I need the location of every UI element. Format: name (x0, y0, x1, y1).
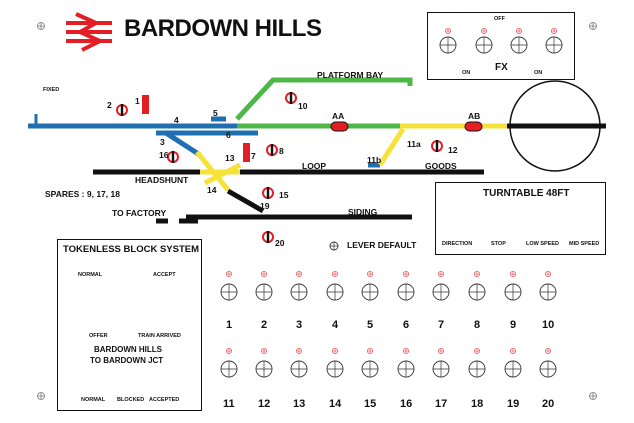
lever-2-number: 2 (107, 100, 112, 110)
lever-grid-number: 9 (510, 319, 517, 331)
lever-grid-switch-6[interactable] (398, 271, 414, 300)
lever-12-number: 12 (448, 145, 458, 155)
lever-grid-number: 12 (258, 398, 271, 410)
lever-grid-number: 6 (403, 319, 410, 331)
page-title: BARDOWN HILLS (124, 15, 322, 42)
lever-10-switch[interactable] (286, 92, 296, 104)
goods-label: GOODS (425, 161, 457, 171)
lever-grid-switch-7[interactable] (433, 271, 449, 300)
track-circuit-aa-label: AA (332, 111, 345, 121)
lever-15-switch[interactable] (263, 187, 273, 199)
lever-grid-switch-1[interactable] (221, 271, 237, 300)
tokenless-bottom-accepted-label: ACCEPTED (149, 397, 180, 403)
fx-off-label: OFF (494, 16, 505, 22)
lever-grid-switch-11[interactable] (221, 348, 237, 377)
track-circuit-ab-label: AB (468, 111, 481, 121)
tokenless-train-arrived-label: TRAIN ARRIVED (138, 333, 181, 339)
fx-switch-2[interactable] (476, 28, 492, 53)
lever-grid-number: 3 (296, 319, 303, 331)
lever-grid-number: 8 (474, 319, 481, 331)
fx-on-left-label: ON (462, 70, 471, 76)
lever-grid-number: 1 (226, 319, 233, 331)
turntable-mid-speed-label: MID SPEED (569, 241, 600, 247)
lever-grid-switch-13[interactable] (291, 348, 307, 377)
lever-grid-number: 7 (438, 319, 445, 331)
lever-grid-number: 2 (261, 319, 268, 331)
lever-16-number: 16 (159, 150, 169, 160)
lever-grid-number: 4 (332, 319, 339, 331)
turntable-stop-label: STOP (491, 241, 506, 247)
tokenless-bottom-normal-label: NORMAL (81, 397, 106, 403)
fx-switch-1[interactable] (440, 28, 456, 53)
tokenless-line-1: BARDOWN HILLS (94, 345, 162, 354)
lever-11a-number: 11a (407, 139, 421, 149)
lever-grid-number: 19 (507, 398, 520, 410)
tokenless-block-panel (57, 239, 202, 411)
tokenless-offer-label: OFFER (89, 333, 108, 339)
lever-grid-number: 14 (329, 398, 342, 410)
lever-7-number: 7 (251, 151, 256, 161)
turntable-direction-label: DIRECTION (442, 241, 473, 247)
to-factory-label: TO FACTORY (112, 208, 167, 218)
lever-15-number: 15 (279, 190, 289, 200)
tokenless-title: TOKENLESS BLOCK SYSTEM (63, 244, 200, 255)
lever-14-number: 14 (207, 185, 217, 195)
turntable-title: TURNTABLE 48FT (483, 188, 570, 199)
lever-grid-switch-18[interactable] (469, 348, 485, 377)
fx-switch-3[interactable] (511, 28, 527, 53)
lever-20-number: 20 (275, 238, 285, 248)
lever-grid-switch-2[interactable] (256, 271, 272, 300)
lever-grid-number: 5 (367, 319, 374, 331)
lever-19-number: 19 (260, 201, 270, 211)
lever-grid-switch-15[interactable] (362, 348, 378, 377)
lever-8-number: 8 (279, 146, 284, 156)
fixed-label: FIXED (43, 87, 60, 93)
lever-default-icon[interactable] (330, 242, 338, 250)
lever-13-number: 13 (225, 153, 235, 163)
lever-grid-switch-14[interactable] (327, 348, 343, 377)
headshunt-label: HEADSHUNT (135, 175, 189, 185)
fx-title: FX (495, 62, 508, 73)
lever-20-switch[interactable] (263, 231, 273, 243)
lever-grid-number: 18 (471, 398, 484, 410)
tokenless-accept-label: ACCEPT (153, 272, 176, 278)
lever-grid-number: 20 (542, 398, 555, 410)
tokenless-bottom-blocked-label: BLOCKED (117, 397, 145, 403)
lever-grid-number: 15 (364, 398, 377, 410)
lever-grid-switch-20[interactable] (540, 348, 556, 377)
lever-3-number: 3 (160, 137, 165, 147)
spares-label: SPARES : 9, 17, 18 (45, 189, 120, 199)
lever-grid-number: 11 (223, 398, 235, 410)
lever-default-label: LEVER DEFAULT (347, 240, 417, 250)
lever-2-switch[interactable] (117, 104, 127, 116)
lever-1-number: 1 (135, 96, 140, 106)
turntable-low-speed-label: LOW SPEED (526, 241, 560, 247)
lever-grid-switch-17[interactable] (433, 348, 449, 377)
lever-grid-switch-10[interactable] (540, 271, 556, 300)
lever-grid-switch-12[interactable] (256, 348, 272, 377)
lever-6-number: 6 (226, 130, 231, 140)
lever-grid-switch-16[interactable] (398, 348, 414, 377)
tokenless-line-2: TO BARDOWN JCT (90, 356, 164, 365)
fx-on-right-label: ON (534, 70, 543, 76)
lever-10-number: 10 (298, 101, 308, 111)
lever-11b-number: 11b (367, 155, 382, 165)
lever-grid-number: 10 (542, 319, 555, 331)
loop-label: LOOP (302, 161, 327, 171)
lever-16-switch[interactable] (168, 151, 178, 163)
lever-12-switch[interactable] (432, 140, 442, 152)
siding-label: SIDING (348, 207, 378, 217)
lever-grid-number: 16 (400, 398, 413, 410)
lever-grid-switch-8[interactable] (469, 271, 485, 300)
lever-grid-switch-9[interactable] (505, 271, 521, 300)
lever-grid-number: 13 (293, 398, 306, 410)
lever-grid-switch-19[interactable] (505, 348, 521, 377)
fx-switch-4[interactable] (546, 28, 562, 53)
lever-grid-switch-4[interactable] (327, 271, 343, 300)
lever-5-number: 5 (213, 108, 218, 118)
lever-grid-switch-5[interactable] (362, 271, 378, 300)
lever-4-number: 4 (174, 115, 179, 125)
lever-grid-switch-3[interactable] (291, 271, 307, 300)
platform-bay-label: PLATFORM BAY (317, 70, 384, 80)
lever-grid-number: 17 (435, 398, 448, 410)
lever-8-switch[interactable] (267, 144, 277, 156)
tokenless-normal-label: NORMAL (78, 272, 103, 278)
